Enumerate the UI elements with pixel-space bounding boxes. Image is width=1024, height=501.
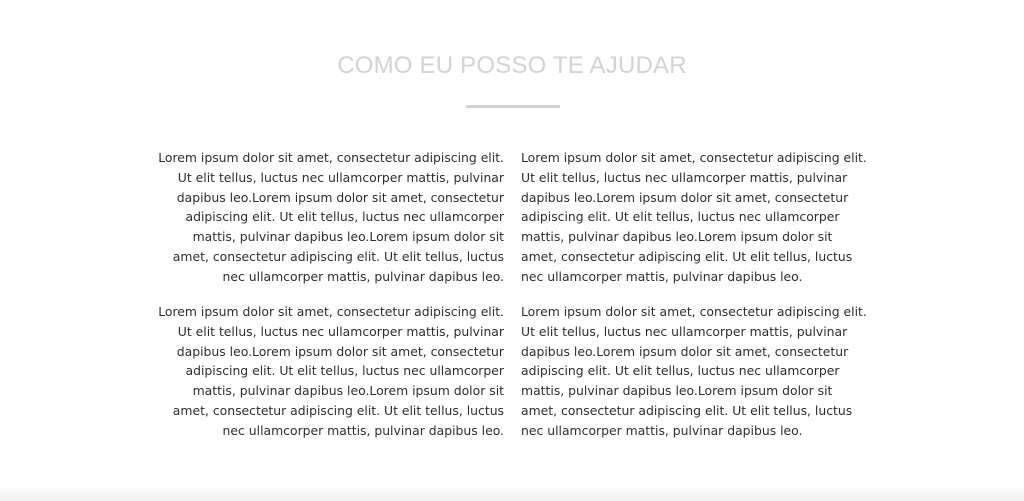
title-divider [466,105,560,108]
section-title: COMO EU POSSO TE AJUDAR [337,52,687,79]
paragraph-top-right: Lorem ipsum dolor sit amet, consectetur adipiscing elit. Ut elit tellus, luctus nec ullamcorper mattis, pulvinar dapibus leo.Lorem ipsum dolor sit amet, consectetur adipiscing elit. Ut elit tellus, luctus nec ullamcorper mattis, pulvinar dapibus leo.Lorem ipsum dolor sit amet, consectetur adipiscing elit. Ut elit tellus, luctus nec ullamcorper mattis, pulvinar dapibus leo. [521,150,867,284]
paragraph-bottom-right: Lorem ipsum dolor sit amet, consectetur adipiscing elit. Ut elit tellus, luctus nec ullamcorper mattis, pulvinar dapibus leo.Lorem ipsum dolor sit amet, consectetur adipiscing elit. Ut elit tellus, luctus nec ullamcorper mattis, pulvinar dapibus leo.Lorem ipsum dolor sit amet, consectetur adipiscing elit. Ut elit tellus, luctus nec ullamcorper mattis, pulvinar dapibus leo. [521,304,867,438]
paragraph-bottom-left: Lorem ipsum dolor sit amet, consectetur adipiscing elit. Ut elit tellus, luctus nec ullamcorper mattis, pulvinar dapibus leo.Lorem ipsum dolor sit amet, consectetur adipiscing elit. Ut elit tellus, luctus nec ullamcorper mattis, pulvinar dapibus leo.Lorem ipsum dolor sit amet, consectetur adipiscing elit. Ut elit tellus, luctus nec ullamcorper mattis, pulvinar dapibus leo. [158,304,504,438]
paragraph-top-left: Lorem ipsum dolor sit amet, consectetur adipiscing elit. Ut elit tellus, luctus nec ullamcorper mattis, pulvinar dapibus leo.Lorem ipsum dolor sit amet, consectetur adipiscing elit. Ut elit tellus, luctus nec ullamcorper mattis, pulvinar dapibus leo.Lorem ipsum dolor sit amet, consectetur adipiscing elit. Ut elit tellus, luctus nec ullamcorper mattis, pulvinar dapibus leo. [158,150,504,284]
